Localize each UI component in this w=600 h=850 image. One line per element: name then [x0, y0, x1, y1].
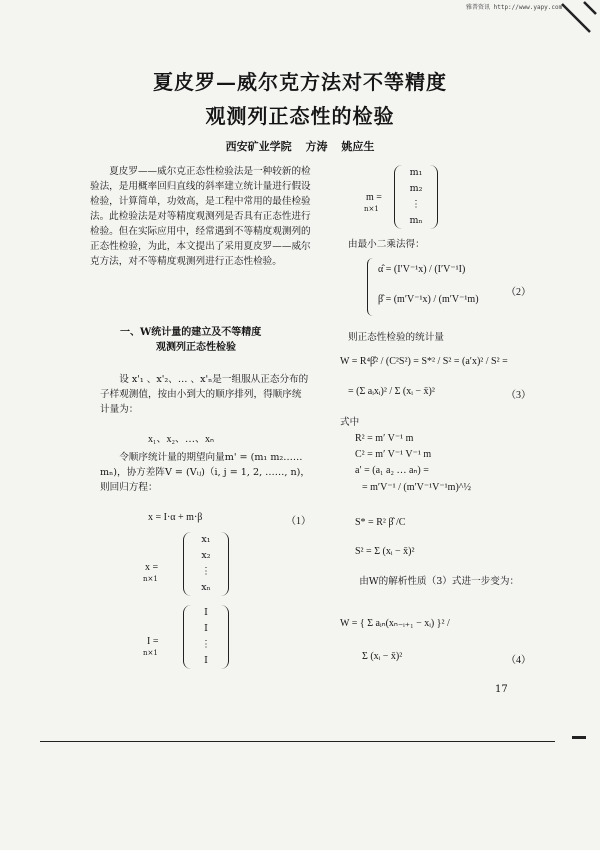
w-transform-text: 由W的解析性质（3）式进一步变为：: [359, 576, 520, 587]
title-line-2: 观测列正态性的检验: [205, 104, 395, 128]
equation-4-number: （4）: [506, 655, 531, 666]
definition-c2: C² = m′ V⁻¹ V⁻¹ m: [355, 449, 432, 460]
statistic-text: 则正态性检验的统计量: [348, 332, 444, 343]
i-vector-label: I =: [147, 636, 159, 647]
section-1-heading: 一、W统计量的建立及不等精度 观测列正态性检验: [120, 327, 262, 353]
w-statistic-line-2: = (Σ aᵢxᵢ)² / Σ (xᵢ − x̄)²: [348, 386, 435, 397]
scan-mark-icon: [560, 0, 600, 40]
alpha-estimate: α̂ = (I′V⁻¹x) / (I′V⁻¹I): [378, 264, 466, 275]
definition-a: a′ = (a₁ a₂ … aₙ) =: [355, 465, 429, 476]
beta-estimate: β̂ = (m′V⁻¹x) / (m′V⁻¹m): [378, 294, 479, 305]
equation-3-number: （3）: [506, 390, 531, 401]
i-vector-dim: n×1: [143, 649, 158, 657]
s-star-definition: S* = R² β̂ /C: [355, 517, 406, 528]
brace-icon: [367, 258, 373, 316]
w-equation-4-numerator: W = { Σ aᵢₙ(xₙ₋ᵢ₊₁ − xᵢ) }² /: [340, 618, 450, 629]
x-vector-label: x =: [145, 562, 159, 573]
w-statistic-line-1: W = R⁴β̂² / (C²S²) = S*² / S² = (a′x)² / S² =: [340, 356, 508, 367]
x-vector: x₁ x₂ ⋮ xₙ: [183, 532, 229, 596]
m-vector-label: m =: [366, 192, 382, 203]
i-vector: I I ⋮ I: [183, 605, 229, 669]
x-vector-dim: n×1: [143, 575, 158, 583]
section-1-paragraph-2: 令顺序统计量的期望向量m' = (m₁ m₂……mₙ)，协方差阵V = (Vᵢⱼ)（i, j = 1, 2, ……, n)，则回归方程：: [100, 452, 310, 493]
where-text: 式中: [340, 417, 360, 428]
least-squares-text: 由最小二乘法得：: [348, 239, 425, 250]
watermark: 雅普资讯 http://www.yapy.com: [466, 4, 563, 11]
s2-definition: S² = Σ (xᵢ − x̄)²: [355, 546, 415, 557]
intro-paragraph: 夏皮罗——威尔克正态性检验法是一种较新的检验法，是用概率回归直线的斜率建立统计量进行假设检验，计算简单，功效高，是工程中常用的最佳检验法。此检验法是对等精度观测列是否具有正态性进行检验。但在实际应用中，经常遇到不等精度观测列的正态性检验，为此，本文提出了采用夏皮罗——威尔克方法，对不等精度观测列进行正态性检验。: [90, 166, 311, 267]
authors: 西安矿业学院 方涛 姚应生: [225, 140, 375, 153]
definition-a-formula: = m′V⁻¹ / (m′V⁻¹V⁻¹m)^½: [362, 482, 471, 493]
w-equation-4-denominator: Σ (xᵢ − x̄)²: [362, 651, 403, 662]
scan-mark: [572, 736, 586, 739]
m-vector-dim: n×1: [364, 205, 379, 213]
equation-1: x = I·α + m·β: [148, 512, 203, 523]
page-number: 17: [495, 684, 508, 695]
bottom-rule: [40, 741, 555, 742]
definition-r2: R² = m′ V⁻¹ m: [355, 433, 414, 444]
equation-1-number: （1）: [286, 516, 311, 527]
section-1-paragraph-1: 设 x'₁ 、x'₂、… 、x'ₙ是一组服从正态分布的子样观测值，按由小到大的顺序排列，得顺序统计量为：: [100, 374, 309, 415]
order-statistics: x₁、x₂、…、xₙ: [148, 434, 214, 445]
m-vector: m₁ m₂ ⋮ mₙ: [394, 165, 438, 229]
title-line-1: 夏皮罗—威尔克方法对不等精度: [153, 70, 447, 94]
equation-2-number: （2）: [506, 287, 531, 298]
